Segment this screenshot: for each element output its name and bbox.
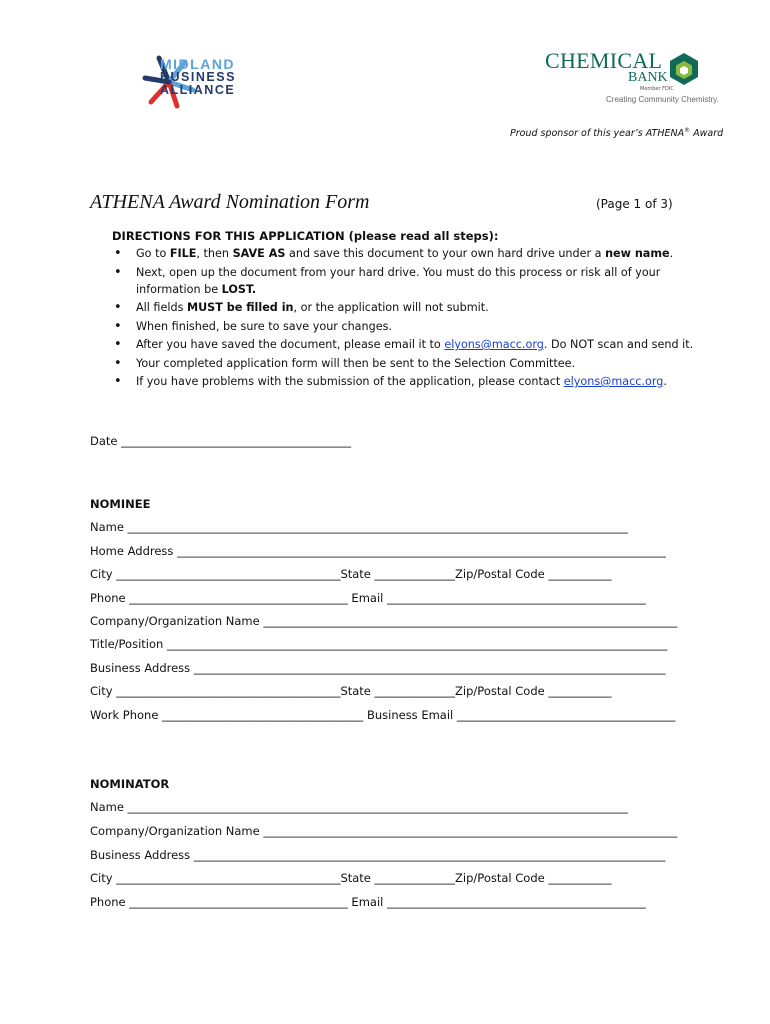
direction-text: . [669, 247, 674, 260]
direction-text: When finished, be sure to save your changes. [136, 319, 392, 333]
chemical-bank-bank: BANK [628, 70, 668, 85]
chemical-bank-name: CHEMICAL [545, 48, 663, 73]
mba-line-2: BUSINESS [160, 70, 236, 84]
page-indicator: (Page 1 of 3) [596, 197, 673, 211]
contact-email-link[interactable]: elyons@macc.org [563, 375, 664, 388]
direction-item [112, 373, 722, 390]
nominator-name-field[interactable]: Name _______________________________________________________________________________________ [90, 800, 628, 814]
nominator-company-field[interactable]: Company/Organization Name ________________________________________________________________________ [90, 824, 678, 838]
nominee-heading: NOMINEE [90, 497, 151, 511]
direction-text: Next, open up the document from your hard drive. You must do this process or risk all of your information be [136, 265, 661, 296]
nominee-phone-email-field[interactable]: Phone ______________________________________ Email _____________________________________________ [90, 591, 646, 605]
direction-text: . Do NOT scan and send it. [543, 338, 694, 351]
chemical-bank-tagline: Creating Community Chemistry. [606, 95, 719, 104]
nominee-name-field[interactable]: Name _______________________________________________________________________________________ [90, 520, 628, 534]
direction-item [112, 299, 722, 316]
directions-list [112, 245, 722, 392]
mba-line-1: MIDLAND [160, 56, 236, 72]
chemical-bank-hexagon-icon [668, 52, 700, 86]
direction-item [112, 264, 722, 298]
direction-text: All fields [136, 301, 187, 314]
nominee-city-state-zip-field[interactable]: City _______________________________________State ______________Zip/Postal Code ___________ [90, 567, 612, 581]
sponsor-line [510, 127, 723, 139]
direction-bold: SAVE AS [232, 247, 286, 260]
nominator-heading: NOMINATOR [90, 777, 170, 791]
direction-text: Your completed application form will then be sent to the Selection Committee. [136, 356, 576, 370]
direction-text: Go to [136, 247, 170, 260]
direction-bold: MUST be filled in [186, 301, 294, 314]
email-link[interactable]: elyons@macc.org [444, 338, 544, 351]
direction-text: If you have problems with the submission of the application, please contact [136, 375, 564, 388]
registered-mark: ® [684, 127, 691, 134]
sponsor-award: Award [690, 128, 724, 140]
direction-text: and save this document to your own hard drive under a [285, 247, 606, 260]
direction-item [112, 245, 722, 262]
direction-item [112, 318, 722, 335]
nominator-city-state-zip-field[interactable]: City _______________________________________State ______________Zip/Postal Code ___________ [90, 871, 612, 885]
direction-text: , or the application will not submit. [293, 301, 489, 314]
mba-wordmark [160, 58, 236, 97]
page-title: ATHENA Award Nomination Form [90, 191, 370, 213]
nominee-company-field[interactable]: Company/Organization Name ________________________________________________________________________ [90, 614, 678, 628]
nominator-business-address-field[interactable]: Business Address __________________________________________________________________________________ [90, 848, 666, 862]
nominator-phone-email-field[interactable]: Phone ______________________________________ Email _____________________________________________ [90, 895, 646, 909]
direction-text: . [663, 375, 667, 388]
direction-bold: FILE [169, 247, 197, 260]
member-fdic: Member FDIC [640, 86, 674, 92]
direction-item [112, 355, 722, 372]
direction-text: , then [196, 247, 233, 260]
nominee-business-city-state-zip-field[interactable]: City _______________________________________State ______________Zip/Postal Code ___________ [90, 684, 612, 698]
nominee-work-phone-email-field[interactable]: Work Phone ___________________________________ Business Email ______________________________________ [90, 708, 676, 722]
date-field[interactable]: Date ________________________________________ [90, 434, 352, 448]
direction-text: After you have saved the document, please email it to [136, 338, 445, 351]
directions-heading: DIRECTIONS FOR THIS APPLICATION (please read all steps): [112, 229, 499, 243]
sponsor-text: Proud sponsor of this year’s ATHENA [510, 128, 685, 140]
mba-line-3: ALLIANCE [160, 83, 236, 97]
direction-item [112, 336, 722, 353]
nominee-business-address-field[interactable]: Business Address __________________________________________________________________________________ [90, 661, 666, 675]
nominee-title-field[interactable]: Title/Position _______________________________________________________________________________________ [90, 637, 668, 651]
direction-bold: LOST. [221, 282, 257, 296]
direction-bold: new name [605, 247, 670, 260]
nominee-home-address-field[interactable]: Home Address _____________________________________________________________________________________ [90, 544, 666, 558]
